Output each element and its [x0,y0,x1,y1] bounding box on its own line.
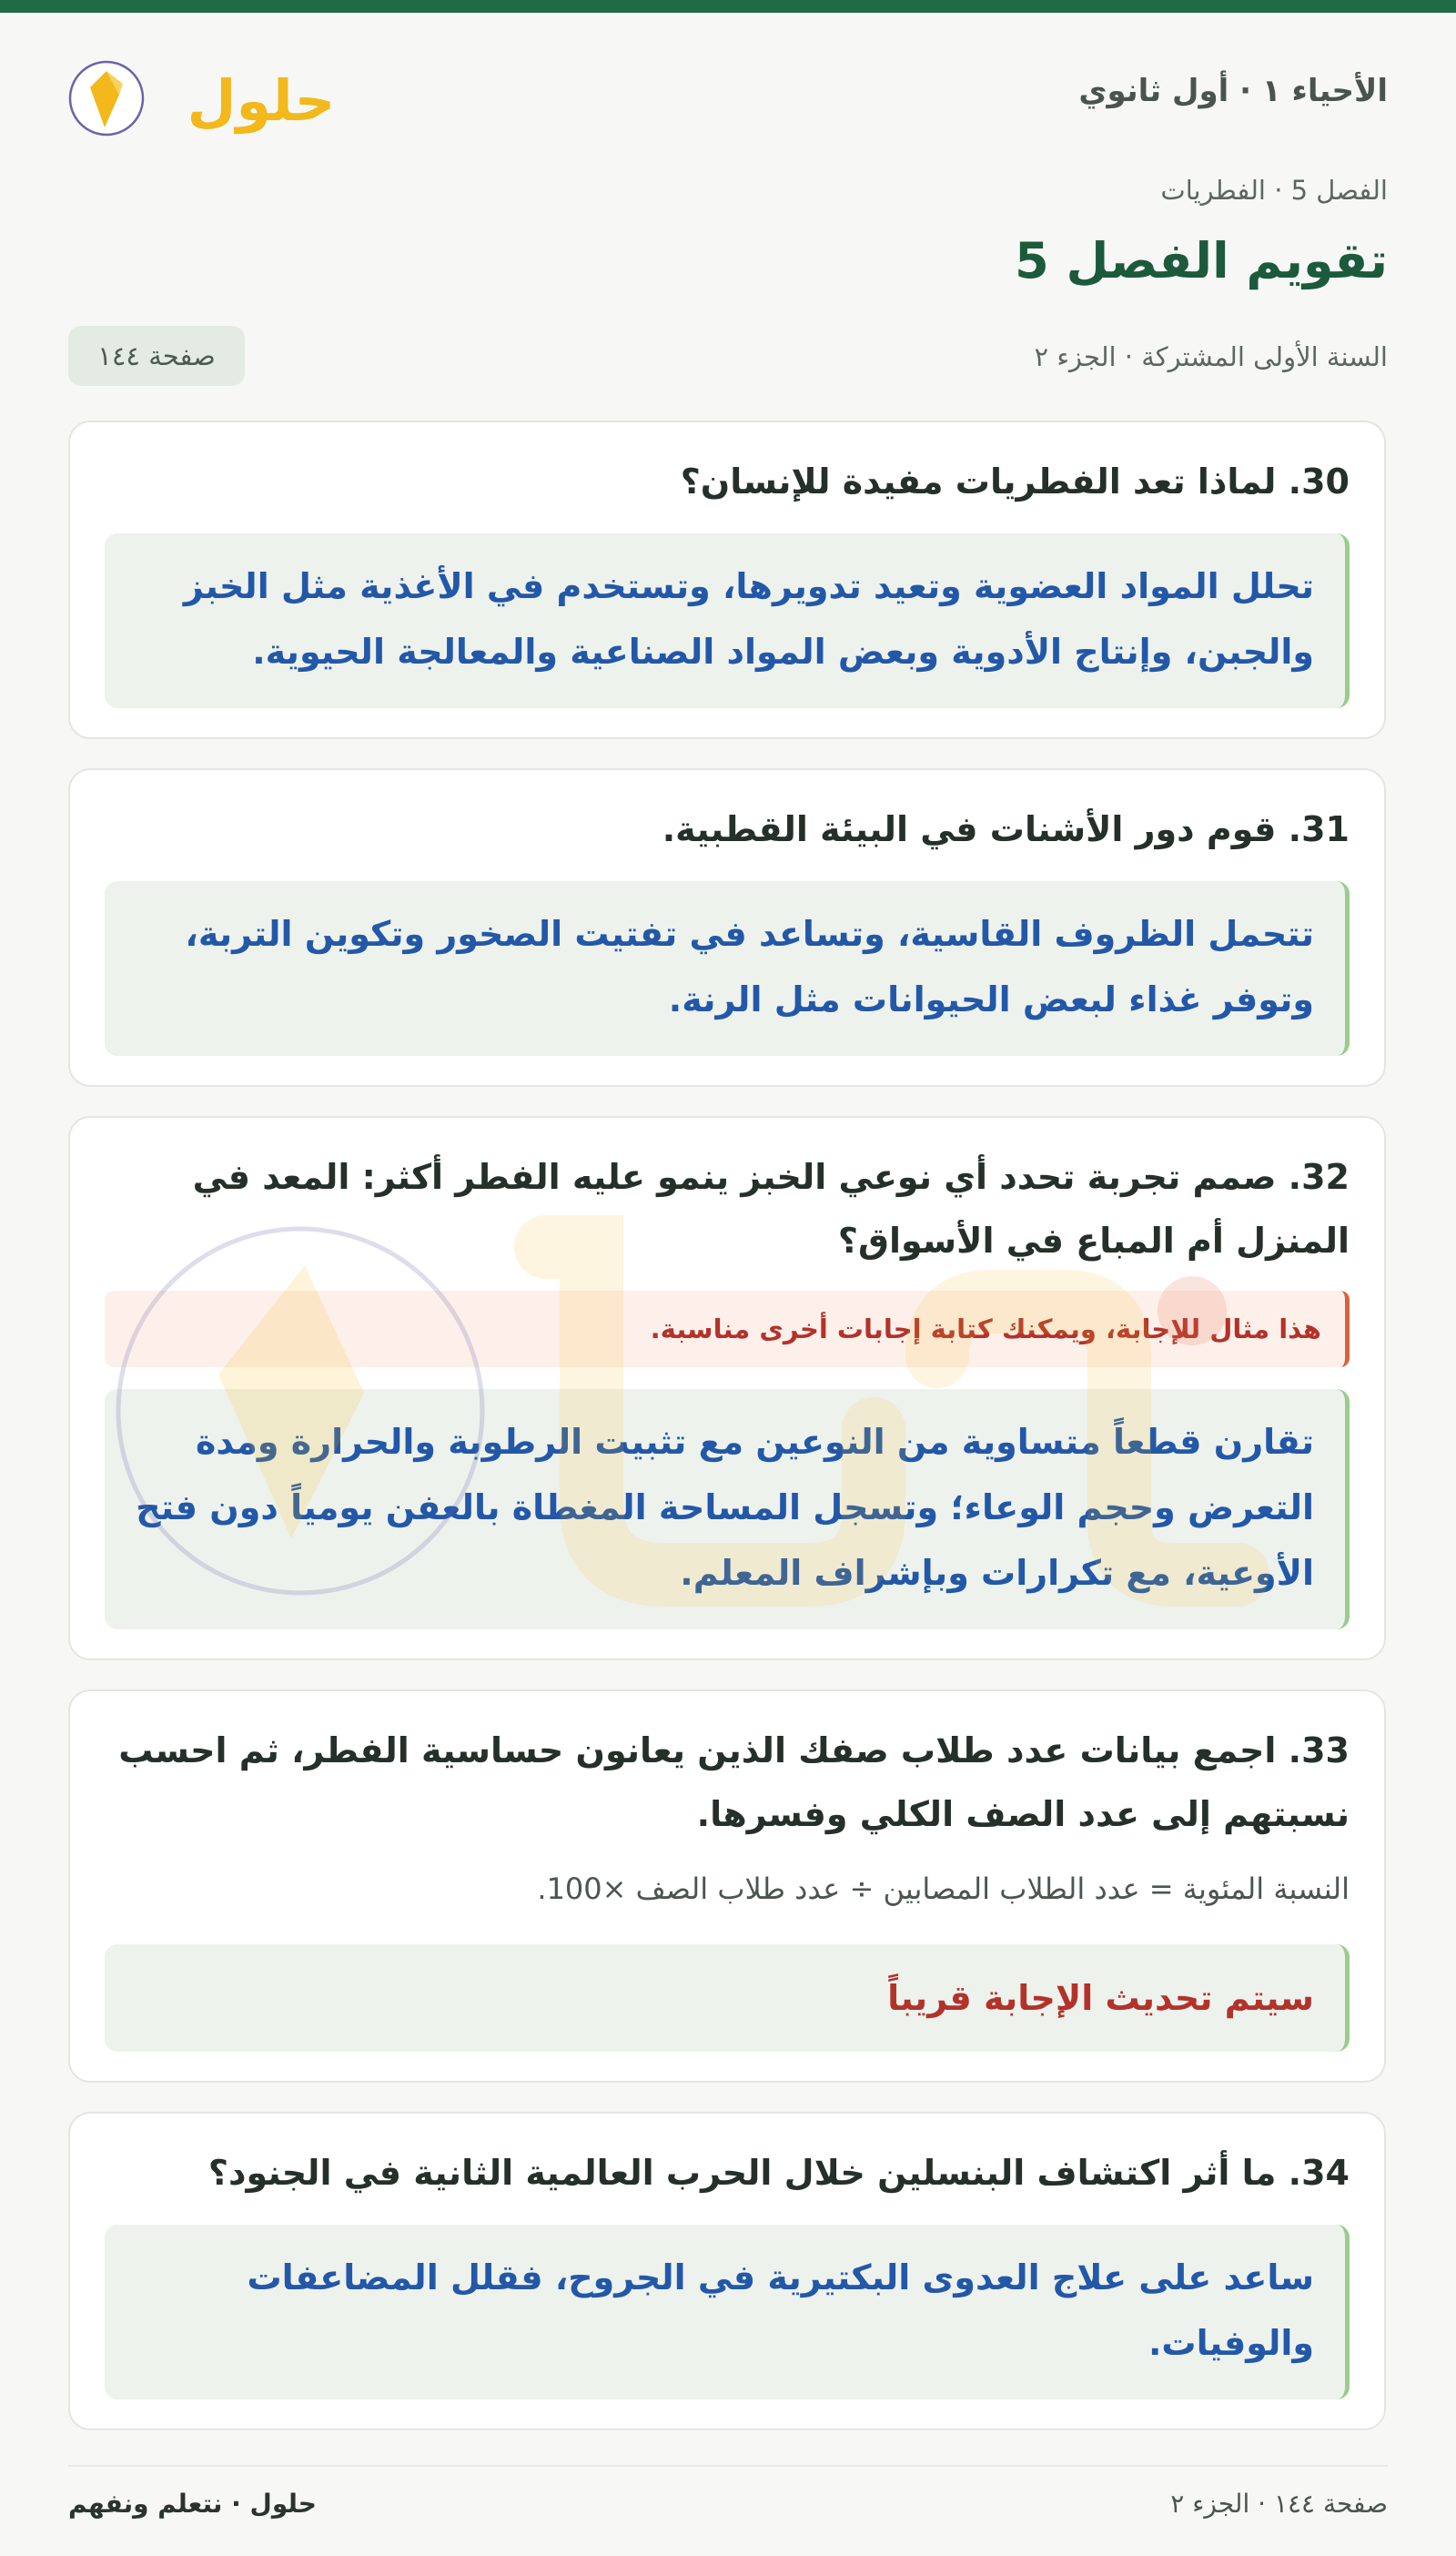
answer-box: تتحمل الظروف القاسية، وتساعد في تفتيت الصخور وتكوين التربة، وتوفر غذاء لبعض الحيوانات مثل الرنة. [105,881,1350,1056]
hulul-logo[interactable] [68,46,336,146]
question-text: 30. لماذا تعد الفطريات مفيدة للإنسان؟ [680,462,1350,502]
subject-label: الأحياء ١ · أول ثانوي [1078,73,1388,109]
logo-text: حلول [187,67,336,134]
answer-pending-box: سيتم تحديث الإجابة قريباً [105,1944,1350,2052]
answer-box: ساعد على علاج العدوى البكتيرية في الجروح، فقلل المضاعفات والوفيات. [105,2225,1350,2399]
formula-text: النسبة المئوية = عدد الطلاب المصابين ÷ عدد طلاب الصف ×100. [537,1871,1350,1906]
page-header [68,46,1388,146]
question-text: 33. اجمع بيانات عدد طلاب صفك الذين يعانون حساسية الفطر، ثم احسب نسبتهم إلى عدد الصف الكلي وفسرها. [118,1730,1350,1834]
chapter-label: الفصل 5 · الفطريات [1160,175,1388,206]
question-card-34 [68,2112,1386,2430]
question-card-30 [68,421,1386,739]
page-title: تقويم الفصل 5 [1015,232,1388,289]
footer-page-info: صفحة ١٤٤ · الجزء ٢ [1170,2489,1388,2519]
question-text: 32. صمم تجربة تحدد أي نوعي الخبز ينمو عليه الفطر أكثر: المعد في المنزل أم المباع في الأسواق؟ [192,1157,1350,1261]
question-card-32 [68,1116,1386,1660]
footer-brand: حلول · نتعلم ونفهم [68,2489,317,2519]
question-card-31 [68,768,1386,1087]
top-accent-bar [0,0,1456,13]
footer-divider [68,2465,1388,2467]
answer-box: تحلل المواد العضوية وتعيد تدويرها، وتستخدم في الأغذية مثل الخبز والجبن، وإنتاج الأدوية وبعض المواد الصناعية والمعالجة الحيوية. [105,533,1350,708]
question-text: 34. ما أثر اكتشاف البنسلين خلال الحرب العالمية الثانية في الجنود؟ [207,2153,1350,2193]
question-text: 31. قوم دور الأشنات في البيئة القطبية. [662,809,1350,849]
example-answer-note: هذا مثال للإجابة، ويمكنك كتابة إجابات أخرى مناسبة. [105,1291,1350,1367]
page-number-badge: صفحة ١٤٤ [68,326,245,386]
book-label: السنة الأولى المشتركة · الجزء ٢ [1034,341,1388,372]
answer-box: تقارن قطعاً متساوية من النوعين مع تثبيت الرطوبة والحرارة ومدة التعرض وحجم الوعاء؛ وتسجل المساحة المغطاة بالعفن يومياً دون فتح الأوعية، مع تكرارات وبإشراف المعلم. [105,1389,1350,1629]
question-card-33 [68,1689,1386,2083]
